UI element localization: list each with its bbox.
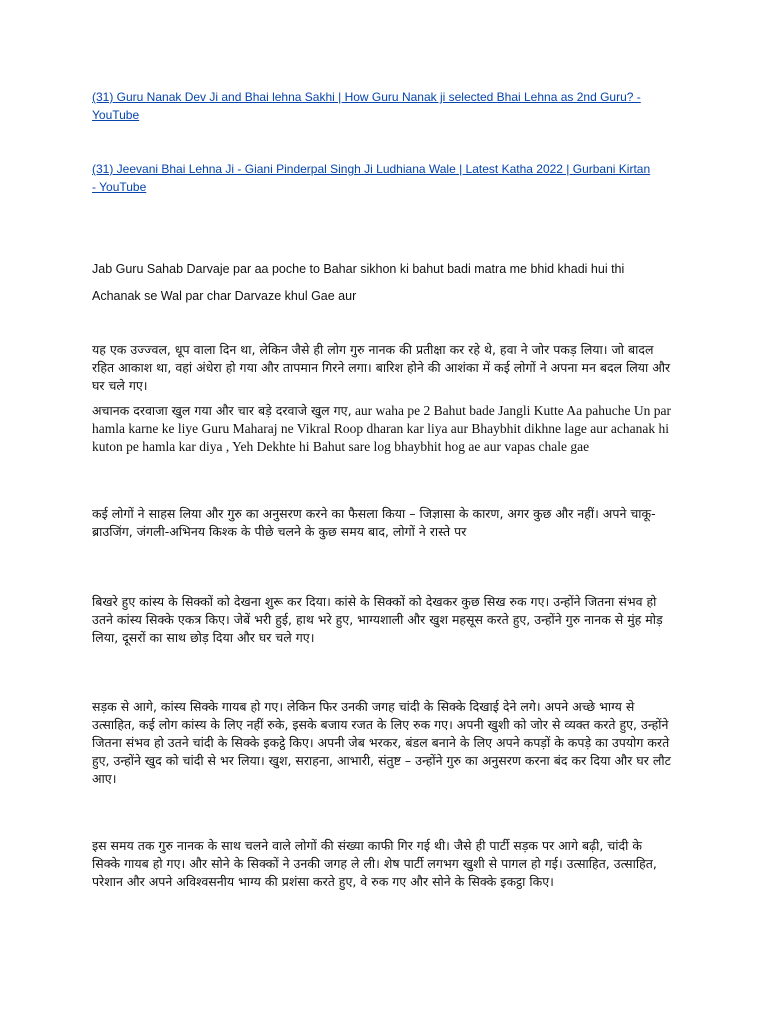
paragraph-followed-guru: कई लोगों ने साहस लिया और गुरु का अनुसरण करने का फैसला किया – जिज्ञासा के कारण, अगर कुछ और नहीं। अपने चाकू-ब्राउजिंग, जंगली-अभिनय किश्क के पीछे चलने के कुछ समय बाद, लोगों ने रास्ते पर [92, 506, 656, 539]
paragraph-silver-coins: सड़क से आगे, कांस्य सिक्के गायब हो गए। लेकिन फिर उनकी जगह चांदी के सिक्के दिखाई देने लगे। अपने अच्छे भाग्य से उत्साहित, कई लोग कांस्य के लिए नहीं रुके, इसके बजाय रजत के लिए रुक गए। अपनी खुशी को जोर से व्यक्त करते हुए, उन्होंने जितना संभव हो उतने चांदी के सिक्के इकट्ठे किए। अपनी जेब भरकर, बंडल बनाने के लिए अपने कपड़ों के कपड़े का उपयोग करते हुए, उन्होंने खुद को चांदी से भर लिया। खुश, सराहना, आभारी, संतुष्ट – उन्होंने गुरु का अनुसरण करना बंद कर दिया और घर लौट आए। [92, 699, 671, 786]
intro-line-1: Jab Guru Sahab Darvaje par aa poche to Bahar sikhon ki bahut badi matra me bhid khadi hui thi [92, 262, 625, 276]
paragraph-bright-day: यह एक उज्ज्वल, धूप वाला दिन था, लेकिन जैसे ही लोग गुरु नानक की प्रतीक्षा कर रहे थे, हवा ने जोर पकड़ लिया। जो बादल रहित आकाश था, वहां अंधेरा हो गया और तापमान गिरने लगा। बारिश होने की आशंका में कई लोगों ने अपना मन बदल लिया और घर चले गए। [92, 342, 671, 393]
paragraph-door-opened [92, 402, 672, 456]
intro-line-2: Achanak se Wal par char Darvaze khul Gae aur [92, 289, 357, 303]
paragraph-gold-coins: इस समय तक गुरु नानक के साथ चलने वाले लोगों की संख्या काफी गिर गई थी। जैसे ही पार्टी सड़क पर आगे बढ़ी, चांदी के सिक्के गायब हो गए। और सोने के सिक्कों ने उनकी जगह ले ली। शेष पार्टी लगभग खुशी से पागल हो गई। उत्साहित, उत्साहित, परेशान और अपने अविश्वसनीय भाग्य की प्रशंसा करते हुए, वे रुक गए और सोने के सिक्के इकट्ठा किए। [92, 838, 657, 889]
youtube-link-jeevani-bhai-lehna[interactable]: (31) Jeevani Bhai Lehna Ji - Giani Pinderpal Singh Ji Ludhiana Wale | Latest Katha 2022 | Gurbani Kirtan - YouTube [92, 162, 651, 194]
paragraph-door-opened-hindi: अचानक दरवाजा खुल गया और चार बड़े दरवाजे खुल गए, [92, 403, 352, 418]
paragraph-bronze-coins: बिखरे हुए कांस्य के सिक्कों को देखना शुरू कर दिया। कांसे के सिक्कों को देखकर कुछ सिख रुक गए। उन्होंने जितना संभव हो उतने कांस्य सिक्के एकत्र किए। जेबें भरी हुई, हाथ भरे हुए, भाग्यशाली और खुश महसूस करते हुए, उन्होंने गुरु नानक से मुंह मोड़ लिया, दूसरों का साथ छोड़ दिया और घर चले गए। [92, 594, 663, 645]
youtube-link-guru-nanak-bhai-lehna[interactable]: (31) Guru Nanak Dev Ji and Bhai lehna Sakhi | How Guru Nanak ji selected Bhai Lehna as 2nd Guru? - YouTube [92, 90, 641, 122]
paragraph-door-opened-roman: aur waha pe 2 Bahut bade Jangli Kutte Aa pahuche Un par hamla karne ke liye Guru Maharaj ne Vikral Roop dharan kar liya aur Bhaybhit dikhne lage aur achanak hi kuton pe hamla kar diya , Yeh Dekhte hi Bahut sare log bhaybhit hog ae aur vapas chale gae [92, 403, 671, 454]
